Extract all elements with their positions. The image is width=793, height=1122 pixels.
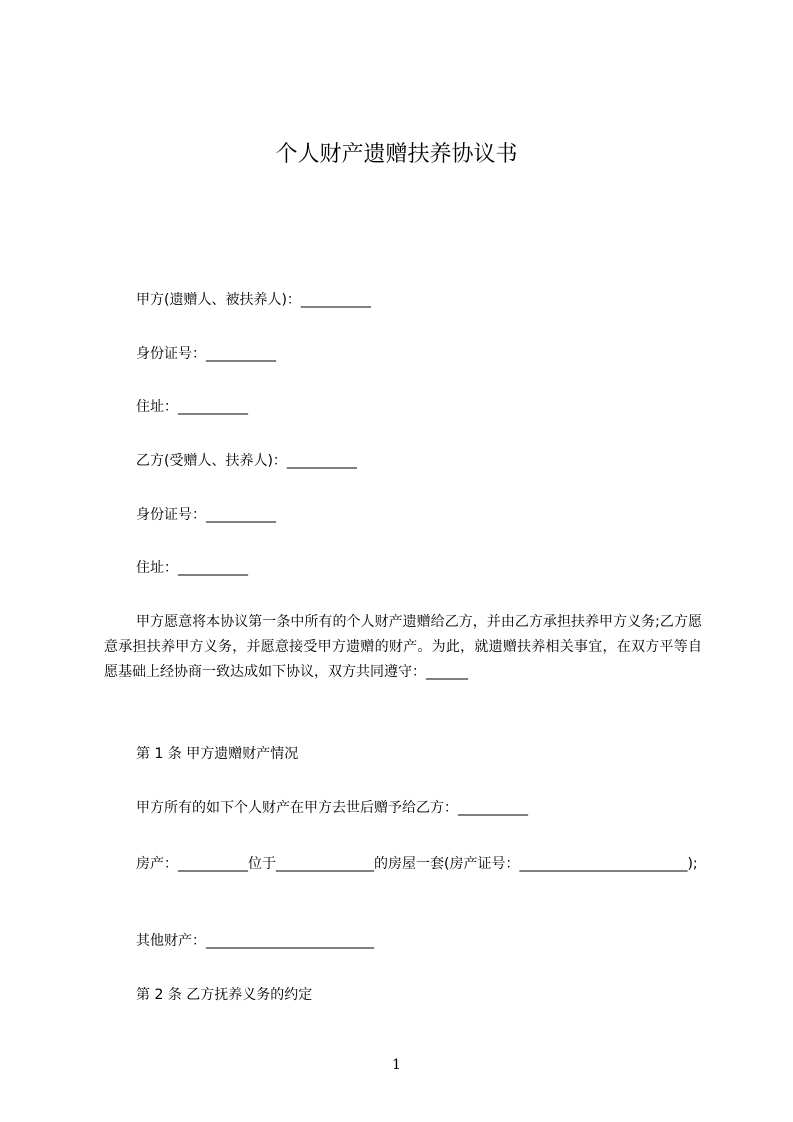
- article-1-heading: 第 1 条 甲方遗赠财产情况: [136, 746, 299, 762]
- article-2-heading: 第 2 条 乙方抚养义务的约定: [136, 987, 313, 1003]
- document-title: 个人财产遗赠扶养协议书: [275, 142, 518, 167]
- page-number: 1: [392, 1057, 401, 1073]
- article-1-text: 甲方所有的如下个人财产在甲方去世后赠予给乙方：__________: [136, 800, 528, 816]
- house-clause: 房产：__________位于______________的房屋一套(房产证号：________________________);: [136, 856, 698, 872]
- party-a-address-field: 住址：__________: [136, 399, 248, 415]
- other-property-field: 其他财产：________________________: [136, 933, 374, 949]
- party-a-name-field: 甲方(遗赠人、被扶养人)：__________: [136, 292, 371, 308]
- party-a-id-field: 身份证号：__________: [136, 346, 276, 362]
- party-b-id-field: 身份证号：__________: [136, 507, 276, 523]
- party-b-address-field: 住址：__________: [136, 560, 248, 576]
- intro-paragraph: 甲方愿意将本协议第一条中所有的个人财产遗赠给乙方，并由乙方承担扶养甲方义务;乙方愿意承担扶养甲方义务，并愿意接受甲方遗赠的财产。为此，就遗赠扶养相关事宜，在双方平等自愿基础上经协商一致达成如下协议，双方共同遵守：______: [104, 614, 702, 680]
- party-b-name-field: 乙方(受赠人、扶养人)：__________: [136, 453, 357, 469]
